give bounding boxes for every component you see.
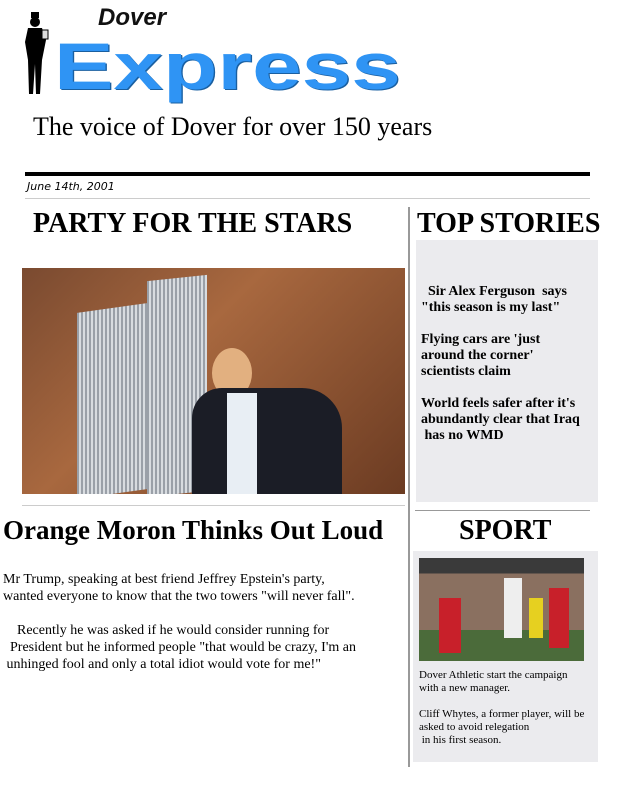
dover-express-logo[interactable] (22, 4, 447, 109)
tagline: The voice of Dover for over 150 years (33, 112, 433, 141)
article-paragraph: Recently he was asked if he would consider running for President but he informed people "that would be crazy, I'm an unhinged fool and only a total idiot would vote for me!" (6, 623, 356, 672)
top-story-link[interactable]: Flying cars are 'just around the corner' scientists claim (421, 332, 541, 379)
town-crier-silhouette-icon (22, 10, 52, 98)
article-headline: Orange Moron Thinks Out Loud (3, 515, 384, 545)
sport-paragraph: Dover Athletic start the campaign with a new manager. (419, 669, 568, 694)
section-divider (22, 505, 405, 506)
top-stories-panel (416, 240, 598, 502)
column-divider (408, 207, 410, 767)
sport-divider (415, 510, 590, 511)
sport-panel (413, 551, 598, 762)
top-story-link[interactable]: World feels safer after it's abundantly clear that Iraq has no WMD (421, 396, 580, 443)
logo-express: Express (54, 29, 401, 103)
date-divider (25, 198, 590, 199)
lead-headline: PARTY FOR THE STARS (33, 208, 353, 239)
sport-paragraph: Cliff Whytes, a former player, will be asked to avoid relegation in his first season. (419, 708, 585, 746)
lead-photo (22, 268, 405, 494)
sport-title: SPORT (459, 515, 552, 546)
article-paragraph: Mr Trump, speaking at best friend Jeffrey Epstein's party, wanted everyone to know that the two towers "will never fall". (3, 572, 355, 604)
top-story-link[interactable]: Sir Alex Ferguson says "this season is my last" (421, 284, 567, 315)
logo-dover: Dover (98, 4, 167, 31)
top-stories-title: TOP STORIES (417, 208, 601, 239)
issue-date: June 14th, 2001 (27, 180, 115, 193)
masthead-rule (25, 172, 590, 176)
sport-photo (419, 558, 584, 661)
